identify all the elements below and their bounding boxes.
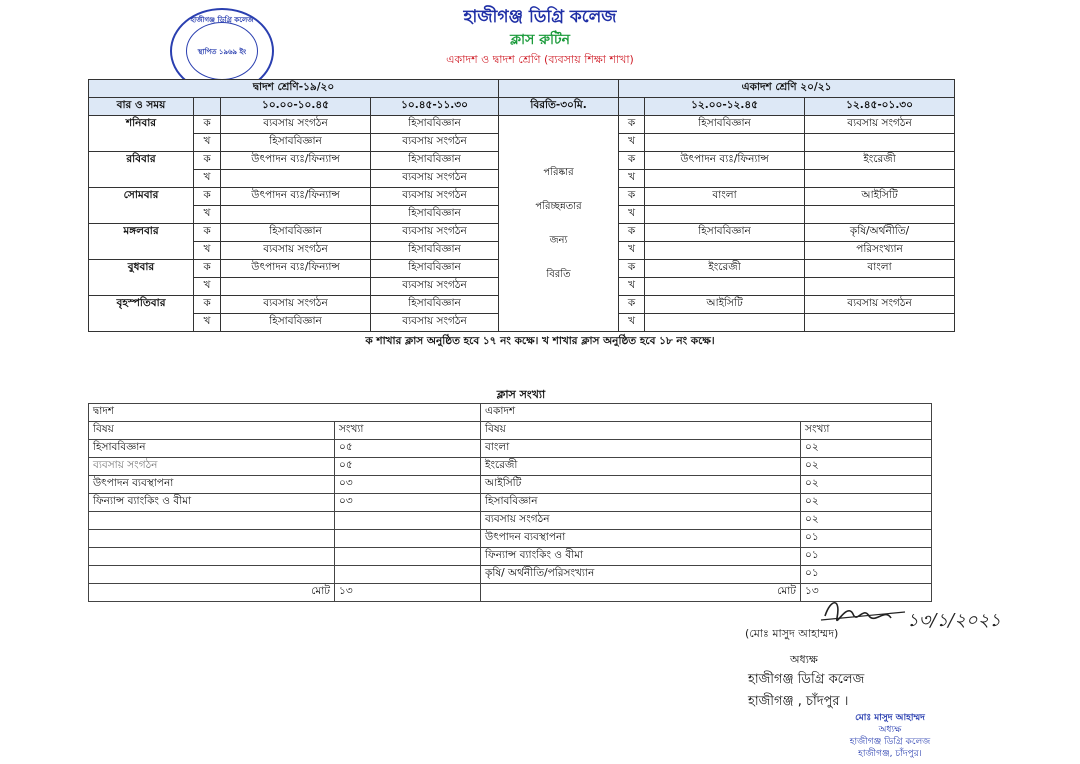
period-cell: হিসাববিজ্ঞান <box>221 314 371 332</box>
period-cell <box>645 242 805 260</box>
period-cell: আইসিটি <box>805 188 955 206</box>
class-count-title: ক্লাস সংখ্যা <box>496 388 546 401</box>
section-cell: ক <box>194 224 221 242</box>
group-header-gap <box>499 80 619 98</box>
period-cell: ব্যবসায় সংগঠন <box>805 116 955 134</box>
count-col-count-right: সংখ্যা <box>801 422 932 440</box>
count-row <box>89 494 932 512</box>
count-value-cell: ০২ <box>801 440 932 458</box>
count-col-subject-left: বিষয় <box>89 422 335 440</box>
count-subject-cell: বাংলা <box>481 440 801 458</box>
section-cell: ক <box>194 296 221 314</box>
day-cell: সোমবার <box>89 188 194 224</box>
section-cell: ক <box>194 260 221 278</box>
period-cell <box>645 278 805 296</box>
count-head-hsc2: দ্বাদশ <box>89 404 481 422</box>
count-subject-cell: ব্যবসায় সংগঠন <box>481 512 801 530</box>
section-cell: খ <box>194 206 221 224</box>
count-subject-cell: ব্যবসায় সংগঠন <box>89 458 335 476</box>
total-value-left: ১৩ <box>335 584 481 602</box>
col-slot-1: ১০.০০-১০.৪৫ <box>221 98 371 116</box>
period-cell: ব্যবসায় সংগঠন <box>371 188 499 206</box>
period-cell: উৎপাদন ব্যঃ/ফিন্যান্স <box>645 152 805 170</box>
count-subject-cell: হিসাববিজ্ঞান <box>481 494 801 512</box>
section-cell: ক <box>194 152 221 170</box>
section-cell: ক <box>619 116 645 134</box>
signature-date: ১৩/১/২০২১ <box>907 610 1001 631</box>
count-subject-cell <box>89 548 335 566</box>
count-value-cell <box>335 566 481 584</box>
period-cell: উৎপাদন ব্যঃ/ফিন্যান্স <box>221 188 371 206</box>
period-cell <box>805 170 955 188</box>
period-cell: উৎপাদন ব্যঃ/ফিন্যান্স <box>221 260 371 278</box>
count-value-cell: ০২ <box>801 494 932 512</box>
count-subject-cell: কৃষি/ অর্থনীতি/পরিসংখ্যান <box>481 566 801 584</box>
count-head-hsc1: একাদশ <box>481 404 932 422</box>
class-count-table <box>88 403 932 602</box>
count-row <box>89 530 932 548</box>
period-cell: ব্যবসায় সংগঠন <box>371 278 499 296</box>
section-cell: খ <box>619 134 645 152</box>
count-row <box>89 458 932 476</box>
count-subject-cell: ফিন্যান্স ব্যাংকিং ও বীমা <box>481 548 801 566</box>
count-value-cell: ০২ <box>801 458 932 476</box>
break-text-line: পরিষ্কার <box>543 166 574 178</box>
section-cell: খ <box>194 170 221 188</box>
section-cell: ক <box>619 260 645 278</box>
count-value-cell: ০৩ <box>335 476 481 494</box>
count-value-cell <box>335 548 481 566</box>
section-cell: ক <box>619 188 645 206</box>
col-break: বিরতি-৩০মি. <box>499 98 619 116</box>
period-cell: পরিসংখ্যান <box>805 242 955 260</box>
period-cell: হিসাববিজ্ঞান <box>221 134 371 152</box>
count-row <box>89 548 932 566</box>
col-slot-2: ১০.৪৫-১১.৩০ <box>371 98 499 116</box>
official-stamp <box>800 712 980 760</box>
period-cell: ব্যবসায় সংগঠন <box>371 314 499 332</box>
period-cell: ব্যবসায় সংগঠন <box>371 224 499 242</box>
period-cell: হিসাববিজ্ঞান <box>371 242 499 260</box>
count-subject-cell <box>89 566 335 584</box>
period-cell <box>805 206 955 224</box>
section-cell: খ <box>619 242 645 260</box>
period-cell: আইসিটি <box>645 296 805 314</box>
section-cell: ক <box>194 116 221 134</box>
count-subject-cell: উৎপাদন ব্যবস্থাপনা <box>89 476 335 494</box>
period-cell <box>221 278 371 296</box>
group-header-hsc2: দ্বাদশ শ্রেণি-১৯/২০ <box>89 80 499 98</box>
period-cell: কৃষি/অর্থনীতি/ <box>805 224 955 242</box>
period-cell: উৎপাদন ব্যঃ/ফিন্যান্স <box>221 152 371 170</box>
section-cell: খ <box>619 206 645 224</box>
period-cell: ব্যবসায় সংগঠন <box>371 134 499 152</box>
period-cell: ব্যবসায় সংগঠন <box>371 170 499 188</box>
day-cell: শনিবার <box>89 116 194 152</box>
break-text-line: বিরতি <box>546 268 571 280</box>
principal-name: (মোঃ মাসুদ আহাম্মদ) <box>745 627 839 640</box>
stamp-name: মোঃ মাসুদ আহাম্মদ <box>855 713 925 723</box>
section-cell: খ <box>619 278 645 296</box>
section-cell: ক <box>619 296 645 314</box>
period-cell <box>645 206 805 224</box>
period-cell: বাংলা <box>805 260 955 278</box>
period-cell: ইংরেজী <box>805 152 955 170</box>
routine-title: ক্লাস রুটিন <box>510 32 570 48</box>
section-cell: খ <box>194 314 221 332</box>
total-label-left: মোট <box>89 584 335 602</box>
count-value-cell: ০৫ <box>335 458 481 476</box>
count-subject-cell <box>89 512 335 530</box>
section-cell: ক <box>619 152 645 170</box>
count-row <box>89 512 932 530</box>
period-cell: ব্যবসায় সংগঠন <box>221 116 371 134</box>
count-subject-cell: ফিন্যান্স ব্যাংকিং ও বীমা <box>89 494 335 512</box>
count-value-cell: ০৩ <box>335 494 481 512</box>
day-cell: বৃহস্পতিবার <box>89 296 194 332</box>
period-cell <box>805 134 955 152</box>
period-cell: ব্যবসায় সংগঠন <box>221 296 371 314</box>
section-cell: খ <box>194 278 221 296</box>
period-cell: ব্যবসায় সংগঠন <box>221 242 371 260</box>
day-cell: রবিবার <box>89 152 194 188</box>
count-subject-cell: ইংরেজী <box>481 458 801 476</box>
count-value-cell: ০১ <box>801 566 932 584</box>
college-title: হাজীগঞ্জ ডিগ্রি কলেজ <box>463 7 617 27</box>
col-section <box>194 98 221 116</box>
section-cell: খ <box>194 134 221 152</box>
period-cell: হিসাববিজ্ঞান <box>645 224 805 242</box>
break-cell <box>499 116 619 332</box>
count-subject-cell <box>89 530 335 548</box>
section-cell: ক <box>194 188 221 206</box>
count-value-cell: ০১ <box>801 548 932 566</box>
count-subject-cell: আইসিটি <box>481 476 801 494</box>
count-subject-cell: উৎপাদন ব্যবস্থাপনা <box>481 530 801 548</box>
period-cell <box>805 278 955 296</box>
period-cell <box>645 170 805 188</box>
col-section-2 <box>619 98 645 116</box>
day-cell: বুধবার <box>89 260 194 296</box>
count-row <box>89 440 932 458</box>
period-cell <box>645 134 805 152</box>
period-cell: হিসাববিজ্ঞান <box>371 116 499 134</box>
count-subject-cell: হিসাববিজ্ঞান <box>89 440 335 458</box>
section-cell: ক <box>619 224 645 242</box>
col-day-time: বার ও সময় <box>89 98 194 116</box>
count-value-cell: ০৫ <box>335 440 481 458</box>
period-cell <box>221 206 371 224</box>
day-cell: মঙ্গলবার <box>89 224 194 260</box>
period-cell: হিসাববিজ্ঞান <box>371 152 499 170</box>
section-cell: খ <box>619 314 645 332</box>
total-value-right: ১৩ <box>801 584 932 602</box>
count-value-cell: ০১ <box>801 530 932 548</box>
period-cell <box>221 170 371 188</box>
col-slot-3: ১২.০০-১২.৪৫ <box>645 98 805 116</box>
count-col-count-left: সংখ্যা <box>335 422 481 440</box>
principal-designation: অধ্যক্ষ <box>790 653 818 666</box>
count-col-subject-right: বিষয় <box>481 422 801 440</box>
period-cell: হিসাববিজ্ঞান <box>221 224 371 242</box>
count-value-cell <box>335 530 481 548</box>
seal-text-middle: স্থাপিত ১৯৬৯ ইং <box>197 48 247 56</box>
stamp-college: হাজীগঞ্জ ডিগ্রি কলেজ <box>849 737 931 747</box>
period-cell: ব্যবসায় সংগঠন <box>805 296 955 314</box>
col-slot-4: ১২.৪৫-০১.৩০ <box>805 98 955 116</box>
period-cell <box>645 314 805 332</box>
group-header-hsc1: একাদশ শ্রেণি ২০/২১ <box>619 80 955 98</box>
period-cell: বাংলা <box>645 188 805 206</box>
class-routine-table <box>88 79 954 334</box>
count-value-cell: ০২ <box>801 512 932 530</box>
seal-text-top: হাজীগঞ্জ ডিগ্রি কলেজ <box>190 16 254 24</box>
period-cell: হিসাববিজ্ঞান <box>371 260 499 278</box>
period-cell <box>805 314 955 332</box>
total-label-right: মোট <box>481 584 801 602</box>
section-cell: খ <box>194 242 221 260</box>
period-cell: হিসাববিজ্ঞান <box>371 296 499 314</box>
stamp-location: হাজীগঞ্জ, চাঁদপুর। <box>858 749 922 759</box>
room-note: ক শাখার ক্লাস অনুষ্ঠিত হবে ১৭ নং কক্ষে। খ শাখার ক্লাস অনুষ্ঠিত হবে ১৮ নং কক্ষে। <box>365 335 715 347</box>
section-cell: খ <box>619 170 645 188</box>
count-value-cell: ০২ <box>801 476 932 494</box>
routine-row <box>89 116 955 134</box>
stamp-designation: অধ্যক্ষ <box>878 725 902 735</box>
period-cell: হিসাববিজ্ঞান <box>645 116 805 134</box>
break-text-line: জন্য <box>549 234 568 246</box>
routine-subtitle: একাদশ ও দ্বাদশ শ্রেণি (ব্যবসায় শিক্ষা শাখা) <box>446 53 634 66</box>
break-text-line: পরিচ্ছন্নতার <box>535 200 582 212</box>
period-cell: ইংরেজী <box>645 260 805 278</box>
period-cell: হিসাববিজ্ঞান <box>371 206 499 224</box>
signature-location: হাজীগঞ্জ , চাঁদপুর । <box>748 694 849 709</box>
count-value-cell <box>335 512 481 530</box>
signature-college: হাজীগঞ্জ ডিগ্রি কলেজ <box>748 672 865 687</box>
count-row <box>89 476 932 494</box>
count-row <box>89 566 932 584</box>
